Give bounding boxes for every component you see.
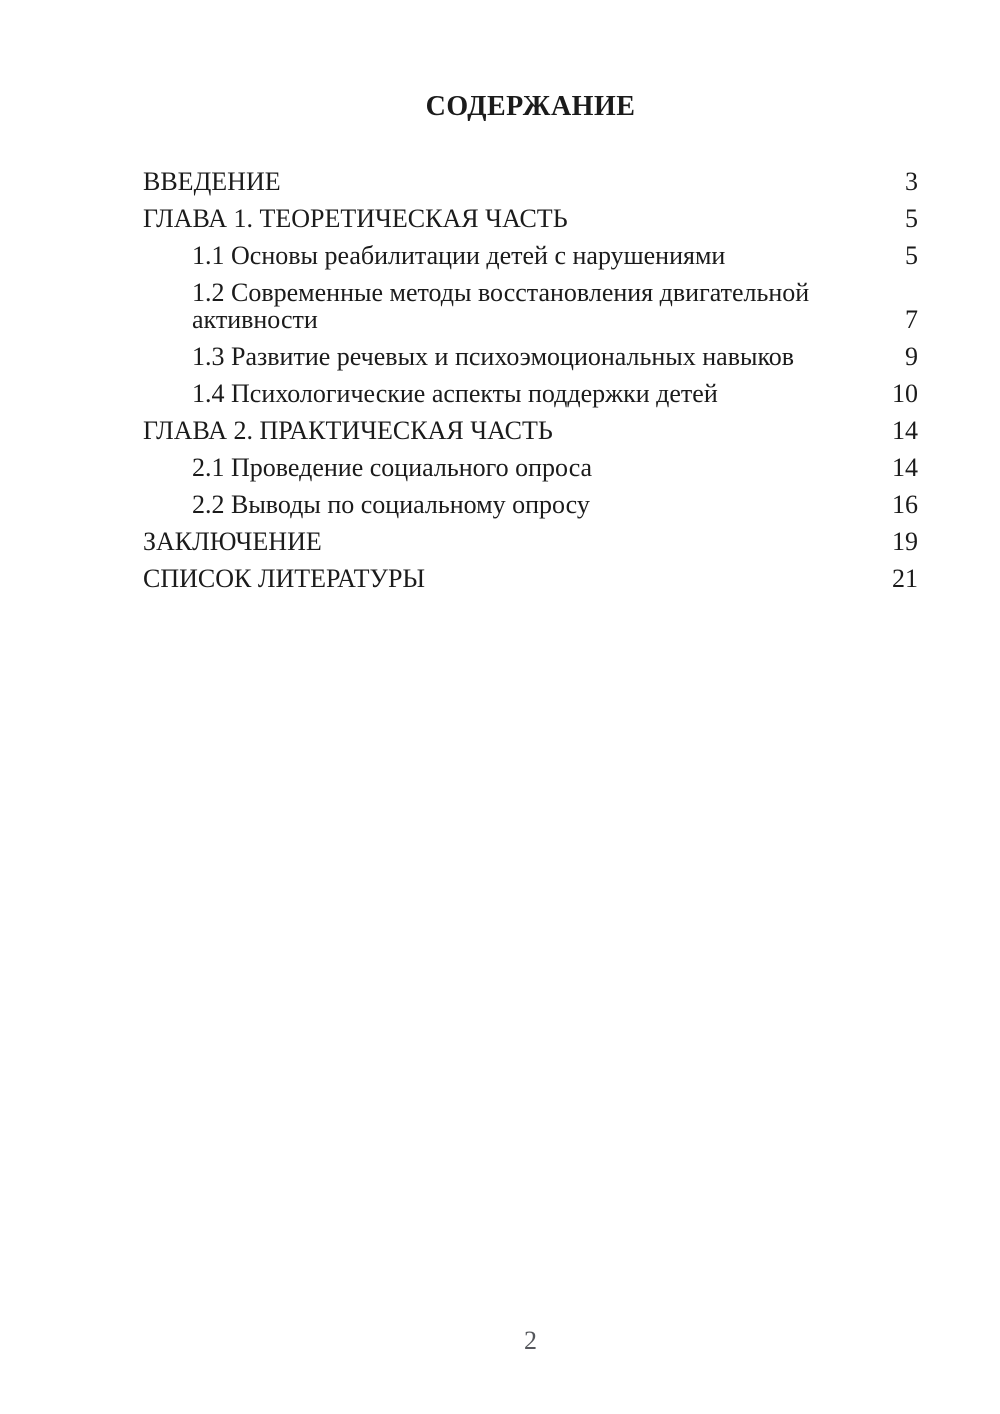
toc-entry-label: 2.2 Выводы по социальному опросу [192, 490, 590, 519]
toc-entry-page-number: 14 [892, 453, 918, 482]
toc-entry-chapter-1[interactable] [143, 205, 918, 232]
toc-entry-page-number: 14 [892, 416, 918, 445]
toc-entry-page-number: 5 [905, 204, 918, 233]
toc-entry-label: ЗАКЛЮЧЕНИЕ [143, 527, 322, 556]
toc-entry-page-number: 9 [905, 342, 918, 371]
toc-entry-label: 1.3 Развитие речевых и психоэмоциональных навыков [192, 342, 795, 371]
toc-entry-page-number: 21 [892, 564, 918, 593]
toc-entry-label: СПИСОК ЛИТЕРАТУРЫ [143, 564, 426, 593]
toc-entry-page-number: 5 [905, 241, 918, 270]
toc-entry-1-2[interactable] [143, 279, 918, 333]
toc-entry-introduction[interactable] [143, 168, 918, 195]
toc-entry-conclusion[interactable] [143, 528, 918, 555]
toc-entry-page-number: 3 [905, 167, 918, 196]
toc-content [0, 0, 1000, 592]
toc-entry-chapter-2[interactable] [143, 417, 918, 444]
table-of-contents [143, 168, 918, 592]
toc-entry-label: ГЛАВА 2. ПРАКТИЧЕСКАЯ ЧАСТЬ [143, 416, 553, 445]
toc-entry-2-1[interactable] [143, 454, 918, 481]
toc-entry-page-number: 19 [892, 527, 918, 556]
toc-entry-1-4[interactable] [143, 380, 918, 407]
page-title: СОДЕРЖАНИЕ [425, 91, 636, 122]
toc-entry-2-2[interactable] [143, 491, 918, 518]
toc-entry-label: ГЛАВА 1. ТЕОРЕТИЧЕСКАЯ ЧАСТЬ [143, 204, 568, 233]
toc-entry-label: 1.4 Психологические аспекты поддержки детей [192, 379, 718, 408]
toc-entry-label: 1.1 Основы реабилитации детей с нарушениями [192, 241, 726, 270]
toc-entry-label: ВВЕДЕНИЕ [143, 167, 281, 196]
toc-entry-1-3[interactable] [143, 343, 918, 370]
toc-entry-label: 1.2 Современные методы восстановления двигательной активности [192, 278, 810, 334]
toc-entry-1-1[interactable] [143, 242, 918, 269]
toc-entry-label: 2.1 Проведение социального опроса [192, 453, 593, 482]
toc-entry-page-number: 16 [892, 490, 918, 519]
toc-entry-page-number: 10 [892, 379, 918, 408]
toc-entry-bibliography[interactable] [143, 565, 918, 592]
footer-page-number: 2 [524, 1326, 537, 1355]
toc-entry-page-number: 7 [905, 305, 918, 334]
